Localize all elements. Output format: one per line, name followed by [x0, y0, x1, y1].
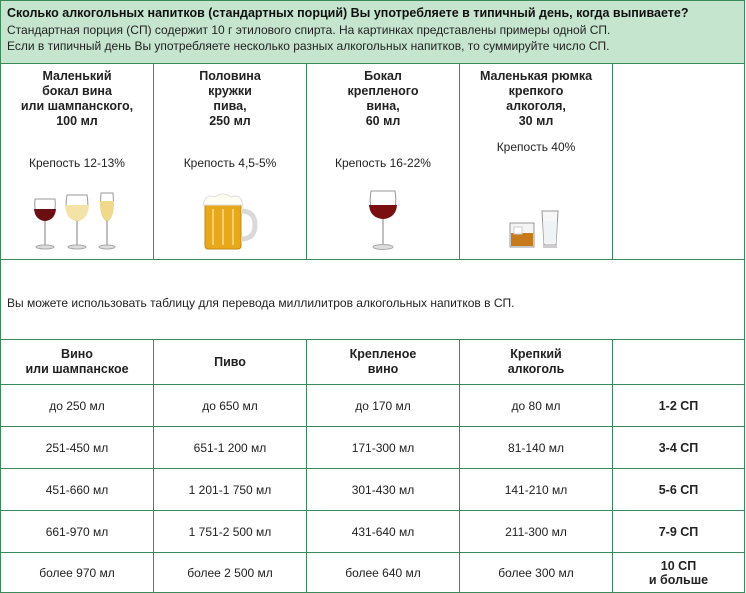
cell-wine: до 250 мл: [1, 385, 154, 426]
drink-cell-wine: [1, 64, 154, 259]
cell-sp: 1-2 СП: [658, 398, 699, 413]
cell-sp-line2: и больше: [648, 573, 709, 587]
cell-sp: 5-6 СП: [658, 482, 699, 497]
drink-cell-empty: [613, 64, 744, 259]
drink-cell-fortified: [307, 64, 460, 259]
header-wine: Вино или шампанское: [1, 340, 154, 384]
drinks-row: [1, 64, 744, 260]
drink-title: Бокал крепленого вина, 60 мл: [347, 69, 419, 128]
beer-mug-icon: [154, 189, 306, 251]
cell-sp: 7-9 СП: [658, 524, 699, 539]
question-header: [1, 1, 744, 64]
cell-spirits: 211-300 мл: [460, 511, 613, 552]
intro-line-2: Если в типичный день Вы употребляете несколько разных алкогольных напитков, то суммируйте число СП.: [7, 39, 610, 53]
header-sp: [613, 340, 744, 384]
cell-spirits: более 300 мл: [460, 553, 613, 593]
drink-title: Половина кружки пива, 250 мл: [199, 69, 261, 128]
question-text: Сколько алкогольных напитков (стандартных порций) Вы употребляете в типичный день, когда выпиваете?: [7, 6, 689, 20]
cell-spirits: 81-140 мл: [460, 427, 613, 468]
cell-wine: 451-660 мл: [1, 469, 154, 510]
cell-wine: 661-970 мл: [1, 511, 154, 552]
conversion-note: Вы можете использовать таблицу для перевода миллилитров алкогольных напитков в СП.: [7, 296, 515, 310]
drink-title: Маленькая рюмка крепкого алкоголя, 30 мл: [479, 69, 593, 128]
table-row: [1, 385, 744, 427]
cell-sp-line1: 10 СП: [660, 559, 697, 573]
header-beer: Пиво: [154, 340, 307, 384]
wine-glasses-icon: [1, 183, 153, 251]
cell-beer: до 650 мл: [154, 385, 307, 426]
cell-spirits: 141-210 мл: [460, 469, 613, 510]
header-spirits: Крепкий алкоголь: [460, 340, 613, 384]
cell-beer: 1 201-1 750 мл: [154, 469, 307, 510]
cell-spirits: до 80 мл: [460, 385, 613, 426]
cell-sp: 3-4 СП: [658, 440, 699, 455]
fortified-wine-glass-icon: [307, 185, 459, 251]
table-row: [1, 427, 744, 469]
cell-fortified: более 640 мл: [307, 553, 460, 593]
shot-glasses-icon: [460, 205, 612, 251]
intro-line-1: Стандартная порция (СП) содержит 10 г этилового спирта. На картинках представлены примеры одной СП.: [7, 23, 611, 37]
cell-fortified: до 170 мл: [307, 385, 460, 426]
note-row: [1, 260, 744, 340]
cell-wine: 251-450 мл: [1, 427, 154, 468]
table-header-row: [1, 340, 744, 385]
header-fortified: Крепленое вино: [307, 340, 460, 384]
drink-cell-beer: [154, 64, 307, 259]
drink-title: Маленький бокал вина или шампанского, 100 мл: [20, 69, 134, 128]
drink-cell-spirits: [460, 64, 613, 259]
cell-beer: более 2 500 мл: [154, 553, 307, 593]
drink-strength: Крепость 16-22%: [335, 156, 431, 170]
cell-wine: более 970 мл: [1, 553, 154, 593]
drink-strength: Крепость 4,5-5%: [183, 156, 277, 170]
cell-fortified: 171-300 мл: [307, 427, 460, 468]
cell-fortified: 301-430 мл: [307, 469, 460, 510]
table-row: [1, 469, 744, 511]
table-row: [1, 511, 744, 553]
drink-strength: Крепость 12-13%: [29, 156, 125, 170]
drink-strength: Крепость 40%: [496, 140, 576, 154]
cell-beer: 651-1 200 мл: [154, 427, 307, 468]
cell-beer: 1 751-2 500 мл: [154, 511, 307, 552]
table-row: [1, 553, 744, 593]
cell-fortified: 431-640 мл: [307, 511, 460, 552]
cell-sp: [613, 553, 744, 593]
